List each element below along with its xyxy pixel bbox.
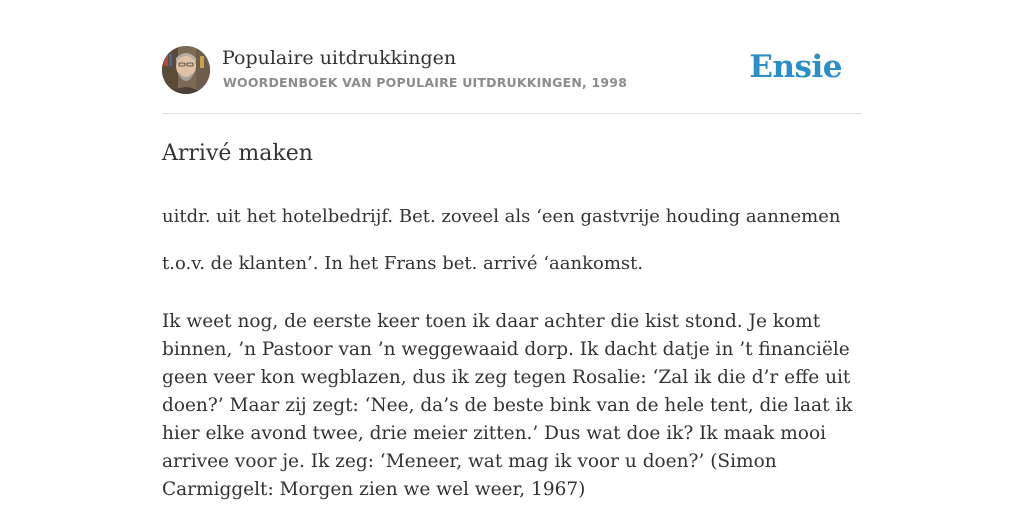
entry-header — [162, 46, 862, 114]
author-portrait-icon — [162, 46, 210, 94]
entry-title: Arrivé maken — [162, 141, 313, 166]
entry-card — [162, 46, 862, 504]
author-avatar[interactable] — [162, 46, 210, 94]
entry-definition: uitdr. uit het hotelbedrijf. Bet. zoveel als ‘een gastvrije houding aannemen t.o.v. de klanten’. In het Frans bet. arrivé ‘aankomst. — [162, 206, 841, 274]
entry-quote: Ik weet nog, de eerste keer toen ik daar achter die kist stond. Je komt binnen, ’n Pastoor van ’n weggewaaid dorp. Ik dacht datje in ’t financiële geen veer kon wegblazen, dus ik zeg tegen Rosalie: ‘Zal ik die d’r effe uit doen?’ Maar zij zegt: ‘Nee, da’s de beste bink van de hele tent, die laat ik hier elke avond twee, drie meier zitten.’ Dus wat doe ik? Ik maak mooi arrivee voor je. Ik zeg: ‘Meneer, wat mag ik voor u doen?’ (Simon Carmiggelt: Morgen zien we wel weer, 1967) — [162, 311, 853, 500]
source-subtitle: WOORDENBOEK VAN POPULAIRE UITDRUKKINGEN, 1998 — [223, 75, 628, 90]
ensie-logo-link[interactable]: Ensie — [749, 49, 842, 85]
source-title[interactable]: Populaire uitdrukkingen — [222, 47, 457, 69]
